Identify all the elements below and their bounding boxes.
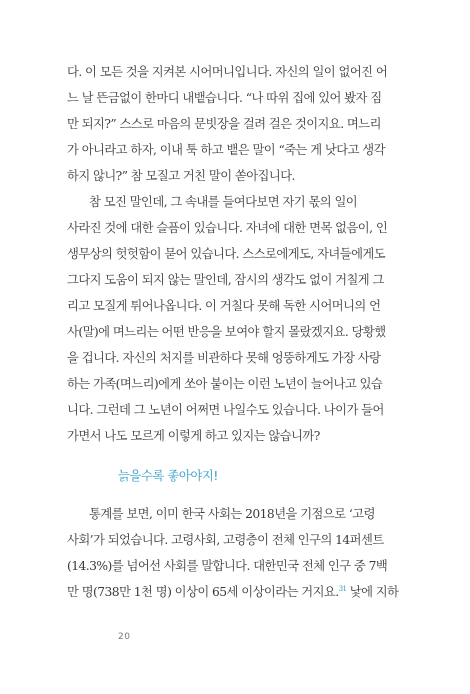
body-text-segment: 낯에 지하 <box>346 585 399 599</box>
body-text-line: 가면서 나도 모르게 이렇게 하고 있지는 않습니까? <box>67 429 320 443</box>
body-text-line: 만 되지?” 스스로 마음의 문빗장을 걸려 걸은 것이지요. 며느리 <box>67 117 381 131</box>
body-text-line: 하는 가족(며느리)에게 쏘아 붙이는 이런 노년이 늘어나고 있습 <box>67 377 383 391</box>
body-text-line: 니다. 그런데 그 노년이 어쩌면 나일수도 있습니다. 나이가 들어 <box>67 403 384 417</box>
body-text-line: 사회’가 되었습니다. 고령사회, 고령층이 전체 인구의 14퍼센트 <box>67 533 384 547</box>
body-text-segment: 만 명(738만 1천 명) 이상이 65세 이상이라는 거지요. <box>67 585 339 599</box>
body-text-line: 사(말)에 며느리는 어떤 반응을 보여야 할지 몰랐겠지요. 당황했 <box>67 325 386 339</box>
body-text-line: 리고 모질게 튀어나옵니다. 이 거칠다 못해 독한 시어머니의 언 <box>67 299 381 313</box>
body-text-line: 그다지 도움이 되지 않는 말인데, 잠시의 생각도 없이 거칠게 그 <box>67 273 384 287</box>
body-text-line: 생무상의 헛헛함이 묻어 있습니다. 스스로에게도, 자녀들에게도 <box>67 247 386 261</box>
body-text-line <box>67 583 405 601</box>
body-text-line: 참 모진 말인데, 그 속내를 들여다보면 자기 몫의 일이 <box>89 195 358 209</box>
body-text-line: 을 겁니다. 자신의 처지를 비관하다 못해 엉뚱하게도 가장 사랑 <box>67 351 381 365</box>
body-text-line: 느 날 뜬금없이 한마디 내뱉습니다. “나 따위 집에 있어 봤자 짐 <box>67 91 382 105</box>
body-text-line: 다. 이 모든 것을 지켜본 시어머니입니다. 자신의 일이 없어진 어 <box>67 65 388 79</box>
body-text-line: 하지 않니?” 참 모질고 거친 말이 쏟아집니다. <box>67 169 295 183</box>
body-text-line: (14.3%)를 넘어선 사회를 말합니다. 대한민국 전체 인구 중 7백 <box>67 559 388 573</box>
body-text-line: 통계를 보면, 이미 한국 사회는 2018년을 기점으로 ‘고령 <box>89 507 375 521</box>
section-heading: 늙을수록 좋아야지! <box>118 469 218 483</box>
body-text-line: 사라진 것에 대한 슬픔이 있습니다. 자녀에 대한 면목 없음이, 인 <box>67 221 388 235</box>
body-text-line: 가 아니라고 하자, 이내 툭 하고 뱉은 말이 “죽는 게 낫다고 생각 <box>67 143 385 157</box>
footnote-marker[interactable]: 31 <box>338 584 347 593</box>
page-number: 20 <box>118 632 131 642</box>
